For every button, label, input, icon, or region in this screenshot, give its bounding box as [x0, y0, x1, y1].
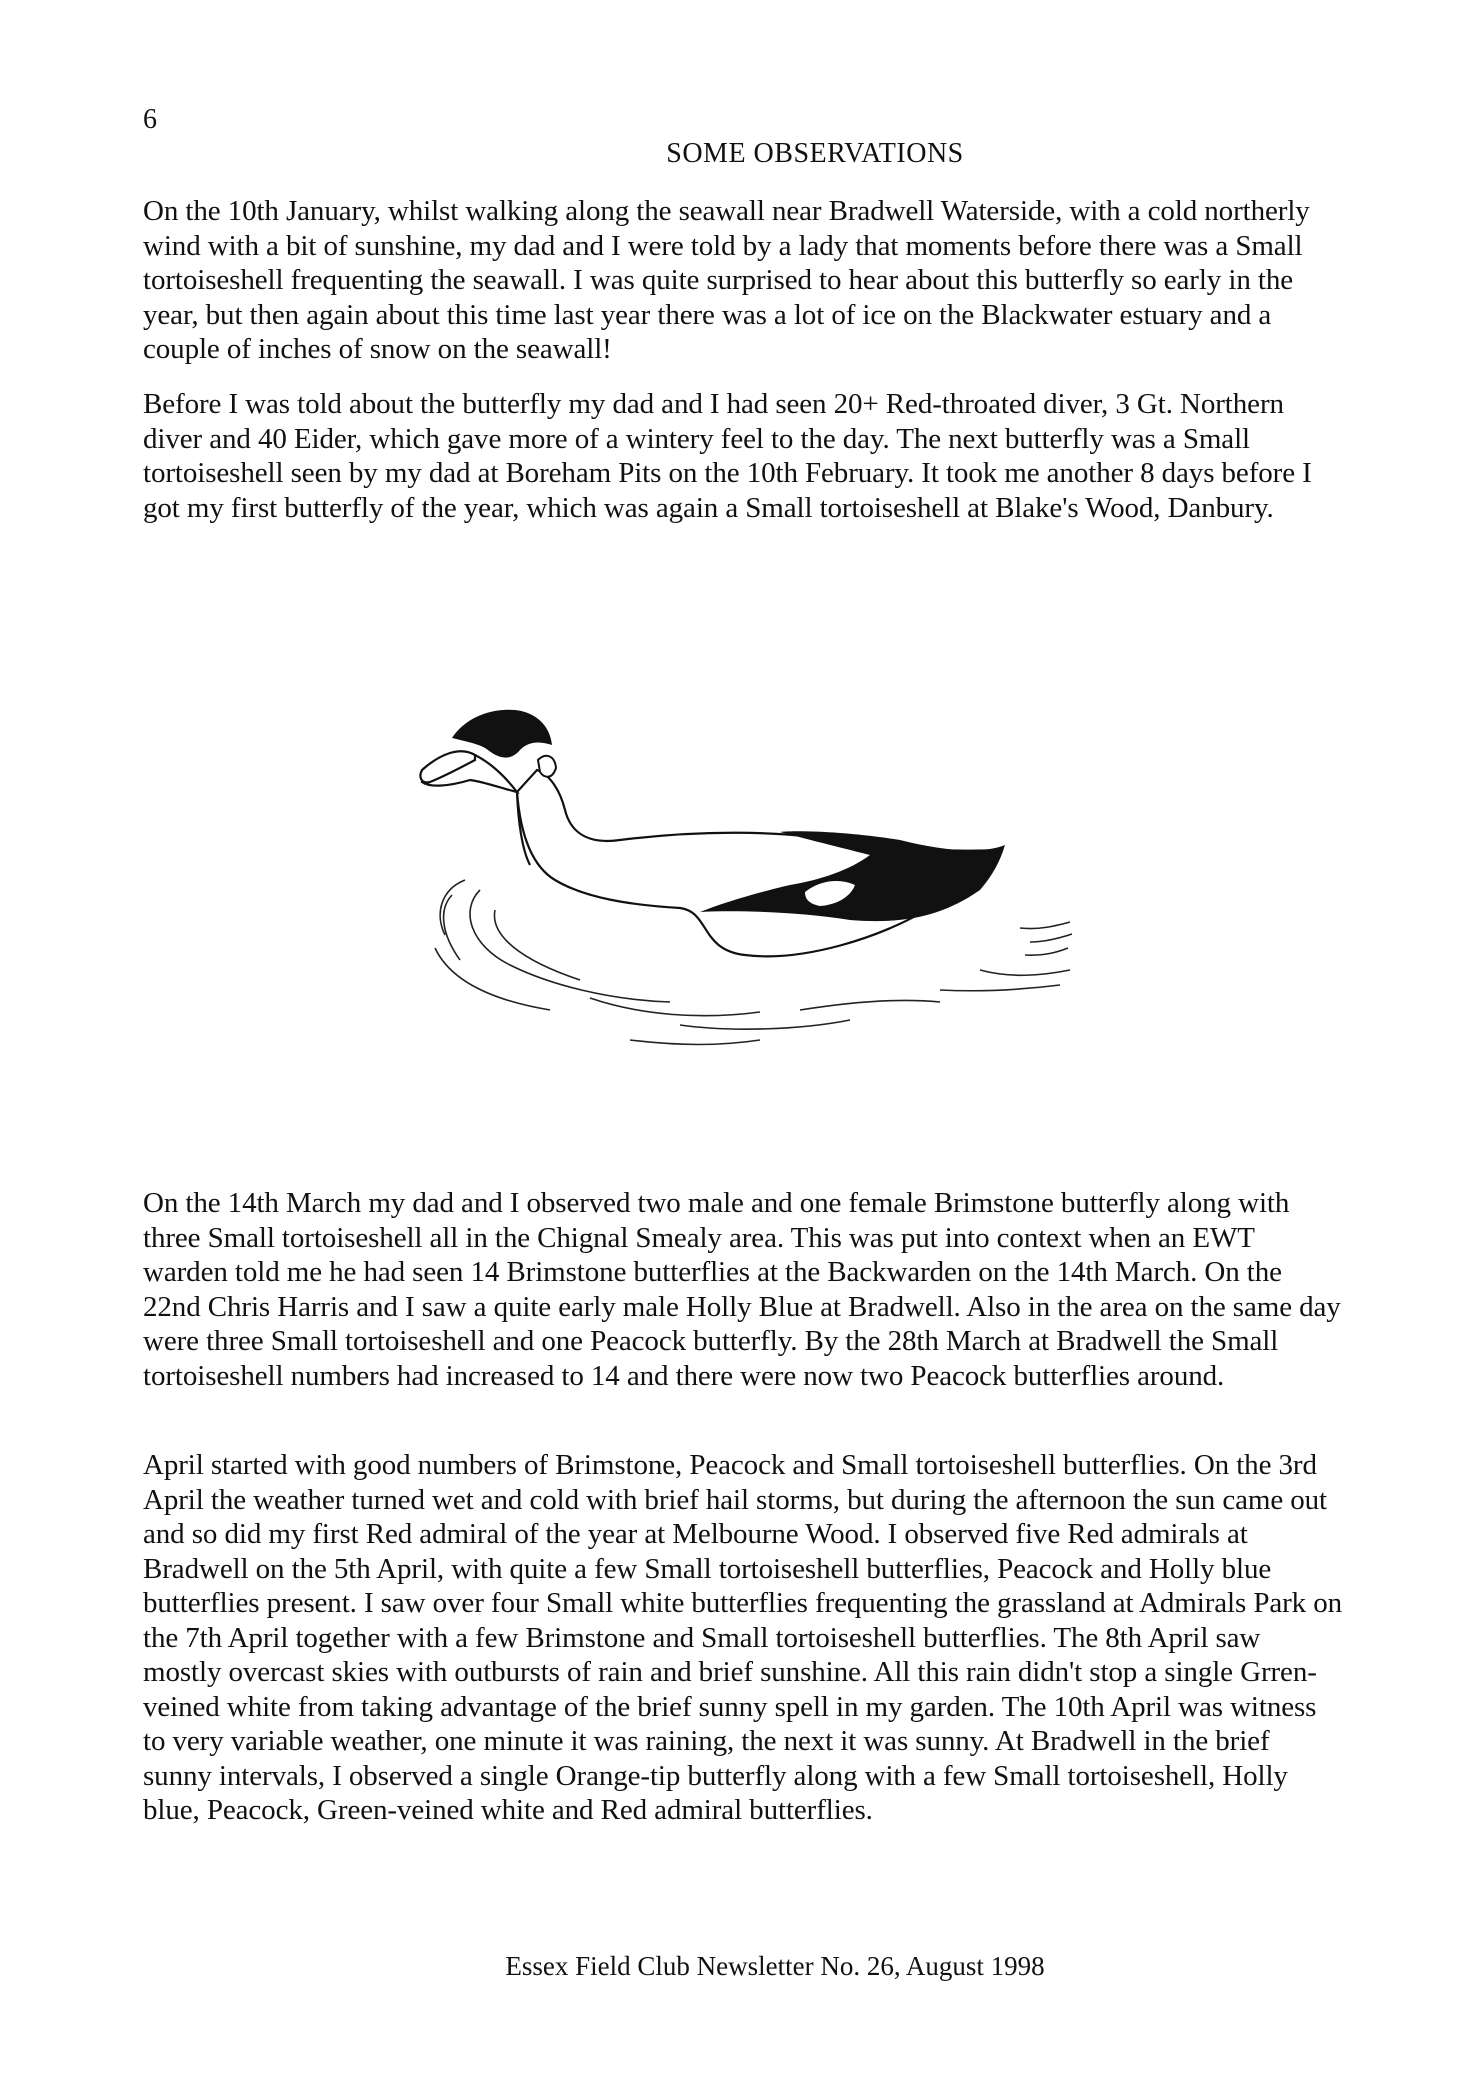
page-footer: Essex Field Club Newsletter No. 26, August 1998 — [505, 1951, 1045, 1981]
page-title: SOME OBSERVATIONS — [666, 138, 964, 169]
duck-neck-mark — [538, 756, 556, 777]
page-number: 6 — [143, 104, 157, 135]
paragraph-april: April started with good numbers of Brimstone, Peacock and Small tortoiseshell butterflies. On the 3rd April the weather turned wet and cold with brief hail storms, but during the afternoon the sun came out and so did my first Red admiral of the year at Melbourne Wood. I observed five Red admirals at Bradwell on the 5th April, with quite a few Small tortoiseshell butterflies, Peacock and Holly blue butterflies present. I saw over four Small white butterflies frequenting the grassland at Admirals Park on the 7th April together with a few Brimstone and Small tortoiseshell butterflies. The 8th April saw mostly overcast skies with outbursts of rain and brief sunshine. All this rain didn't stop a single Grren-veined white from taking advantage of the brief sunny spell in my garden. The 10th April was witness to very variable weather, one minute it was raining, the next it was sunny. At Bradwell in the brief sunny intervals, I observed a single Orange-tip butterfly along with a few Small tortoiseshell, Holly blue, Peacock, Green-veined white and Red admiral butterflies. — [143, 1449, 1343, 1826]
duck-black-cap — [452, 710, 552, 758]
paragraph-january: On the 10th January, whilst walking along the seawall near Bradwell Waterside, with a cold northerly wind with a bit of sunshine, my dad and I were told by a lady that moments before there was a Small tortoiseshell frequenting the seawall. I was quite surprised to hear about this butterfly so early in the year, but then again about this time last year there was a lot of ice on the Blackwater estuary and a couple of inches of snow on the seawall! — [143, 195, 1310, 365]
eider-duck-illustration — [380, 680, 1180, 1120]
paragraph-february: Before I was told about the butterfly my dad and I had seen 20+ Red-throated diver, 3 Gt. Northern diver and 40 Eider, which gave more of a wintery feel to the day. The next butterfly was a Small tortoiseshell seen by my dad at Boreham Pits on the 10th February. It took me another 8 days before I got my first butterfly of the year, which was again a Small tortoiseshell at Blake's Wood, Danbury. — [143, 388, 1312, 524]
paragraph-march: On the 14th March my dad and I observed two male and one female Brimstone butterfly along with three Small tortoiseshell all in the Chignal Smealy area. This was put into context when an EWT warden told me he had seen 14 Brimstone butterflies at the Backwarden on the 14th March. On the 22nd Chris Harris and I saw a quite early male Holly Blue at Bradwell. Also in the area on the same day were three Small tortoiseshell and one Peacock butterfly. By the 28th March at Bradwell the Small tortoiseshell numbers had increased to 14 and there were now two Peacock butterflies around. — [143, 1187, 1341, 1392]
